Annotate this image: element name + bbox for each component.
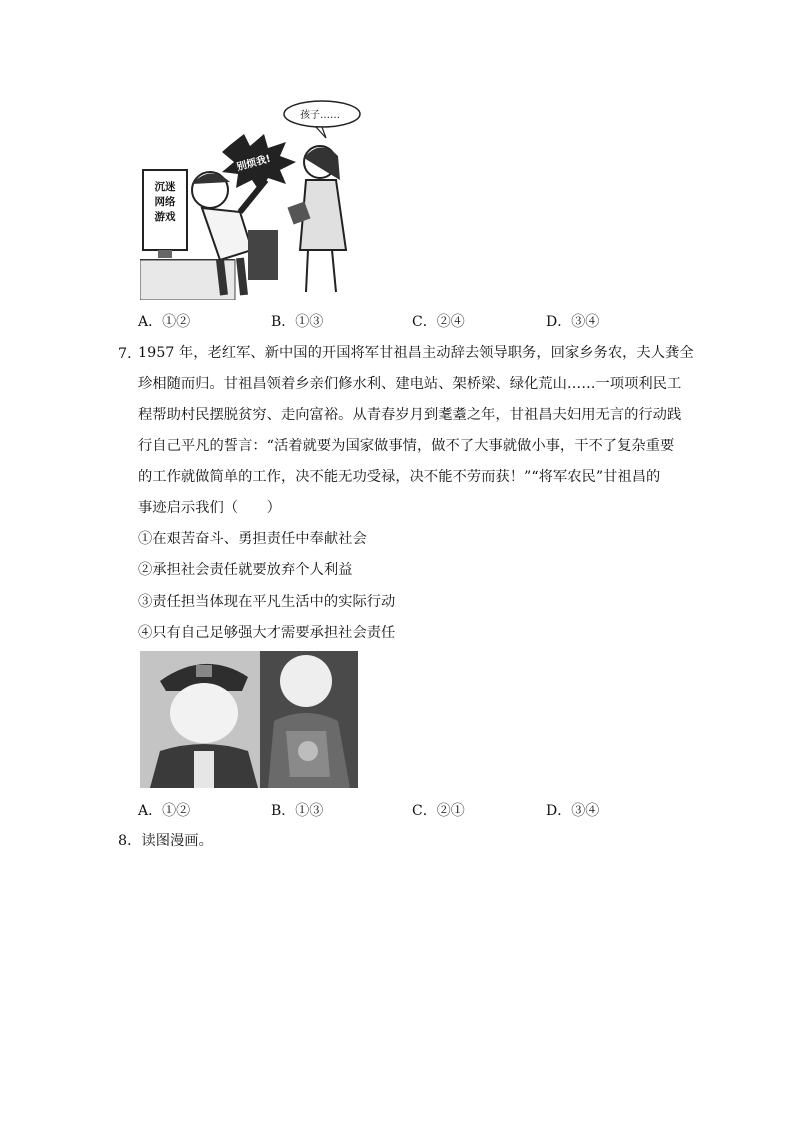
q7-statement-4: ④只有自己足够强大才需要承担社会责任 [138,625,396,641]
q7-option-d[interactable]: D．③④ [546,803,600,819]
q7-text-line: 珍相随而归。甘祖昌领着乡亲们修水利、建电站、架桥梁、绿化荒山……一项项利民工 [138,376,682,392]
monitor-text-line: 沉迷 [154,181,176,193]
shout-burst-text: 别烦我! [235,153,272,174]
q6-option-d[interactable]: D．③④ [546,314,600,330]
q7-text-line: 事迹启示我们（ ） [138,500,281,516]
q7-text-line: 程帮助村民摆脱贫穷、走向富裕。从青春岁月到耄耋之年，甘祖昌夫妇用无言的行动践 [138,407,682,423]
q7-options [138,800,658,824]
q7-text-line: 1957 年，老红军、新中国的开国将军甘祖昌主动辞去领导职务，回家乡务农，夫人龚全 [138,345,694,361]
q7-text-line: 的工作就做简单的工作，决不能无功受禄，决不能不劳而获！”“将军农民”甘祖昌的 [138,469,661,485]
q6-option-a[interactable]: A．①② [138,314,191,330]
q7-statement-3: ③责任担当体现在平凡生活中的实际行动 [138,594,396,610]
q6-option-b[interactable]: B．①③ [271,314,324,330]
internet-addiction-cartoon [140,100,362,300]
q6-options [138,311,658,335]
q7-number: 7． [118,346,142,362]
monitor-text-line: 网络 [154,196,176,208]
q7-option-b[interactable]: B．①③ [271,803,324,819]
q7-statement-2: ②承担社会责任就要放弃个人利益 [138,562,353,578]
q7-text-line: 行自己平凡的誓言：“活着就要为国家做事情，做不了大事就做小事，干不了复杂重要 [138,438,675,454]
monitor-text [147,180,183,225]
gan-zuchang-photo [140,651,358,788]
q7-option-a[interactable]: A．①② [138,803,191,819]
q8-text: 8．读图漫画。 [118,833,213,849]
photo-drawing [140,651,358,788]
monitor-text-line: 游戏 [154,211,176,223]
q6-option-c[interactable]: C．②④ [412,314,465,330]
q7-statement-1: ①在艰苦奋斗、勇担责任中奉献社会 [138,531,367,547]
speech-bubble-text: 孩子…… [300,110,340,121]
q7-option-c[interactable]: C．②① [412,803,465,819]
